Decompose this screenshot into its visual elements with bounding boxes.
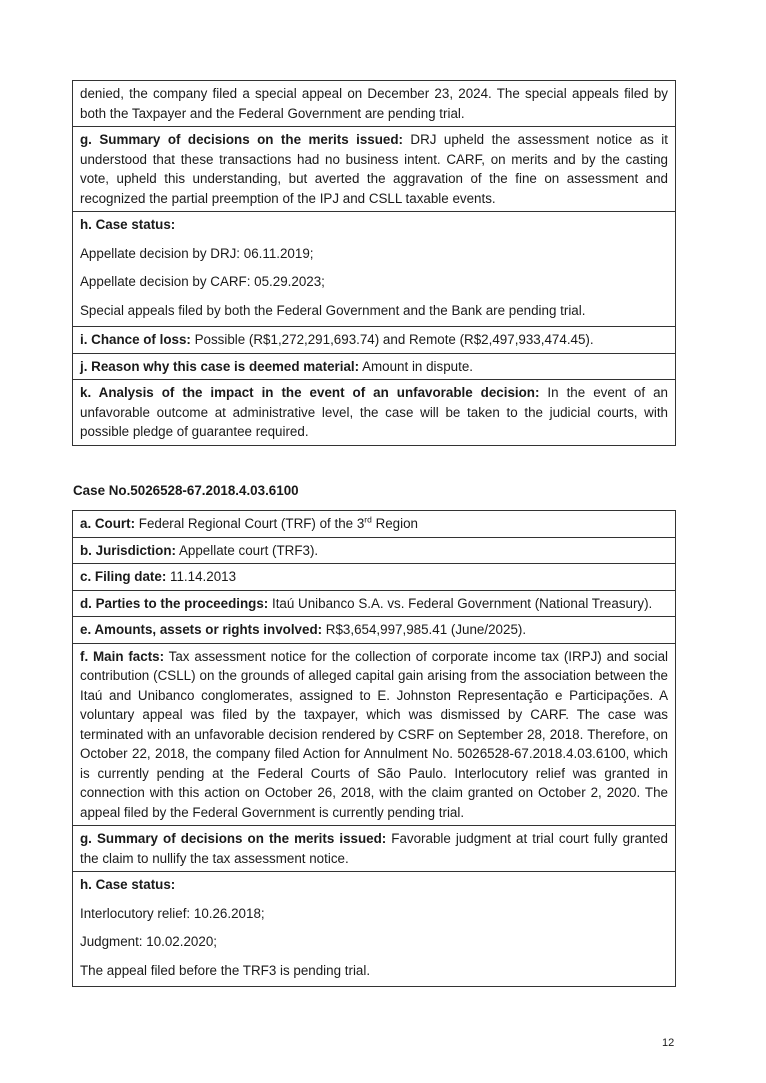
j-text: Amount in dispute. xyxy=(359,358,473,374)
d-label: d. Parties to the proceedings: xyxy=(80,595,269,611)
row-h-case-status xyxy=(73,212,675,327)
row-c-filing-date xyxy=(73,564,675,591)
c-label: c. Filing date: xyxy=(80,569,167,584)
row-e-amounts xyxy=(73,617,675,644)
continuation-text: denied, the company filed a special appeal on December 23, 2024. The special appeals filed by both the Taxpayer and the Federal Government are pending trial. xyxy=(80,86,668,121)
h-status-line: Judgment: 10.02.2020; xyxy=(80,934,217,949)
b-label: b. Jurisdiction: xyxy=(80,542,176,558)
row-f-main-facts xyxy=(73,644,675,827)
row-i-chance-of-loss xyxy=(73,327,675,354)
i-text: Possible (R$1,272,291,693.74) and Remote (R$2,497,933,474.45). xyxy=(190,332,594,347)
f-label: f. Main facts: xyxy=(80,648,165,664)
a-text-end: Region xyxy=(371,516,418,531)
row-g-summary-decisions xyxy=(73,826,675,872)
a-superscript: rd xyxy=(364,514,372,525)
g-label: g. Summary of decisions on the merits issued: xyxy=(80,132,403,147)
k-text: In the event of an unfavorable outcome at administrative level, the case will be taken to the judicial courts, with possible pledge of guarantee required. xyxy=(80,385,668,439)
a-text: Federal Regional Court (TRF) of the 3 xyxy=(135,516,365,531)
e-text: R$3,654,997,985.41 (June/2025). xyxy=(322,622,527,637)
i-label: i. Chance of loss: xyxy=(80,332,191,347)
row-a-court xyxy=(73,511,675,538)
case-table-current xyxy=(72,510,676,987)
g-label: g. Summary of decisions on the merits issued: xyxy=(80,831,387,846)
h-status-line: The appeal filed before the TRF3 is pending trial. xyxy=(80,962,371,978)
h-status-line: Appellate decision by CARF: 05.29.2023; xyxy=(80,274,325,289)
j-label: j. Reason why this case is deemed material: xyxy=(80,358,360,374)
row-h-case-status xyxy=(73,872,675,987)
k-label: k. Analysis of the impact in the event of an unfavorable decision: xyxy=(80,385,540,400)
row-j-reason-material xyxy=(73,354,675,381)
f-text: Tax assessment notice for the collection of corporate income tax (IRPJ) and social contribution (CSLL) on the grounds of alleged capital gain arising from the association between the Itaú and Unibanco conglomerates, assigned to E. Johnston Representação e Participações. A voluntary appeal was filed by the taxpayer, which was dismissed by CARF. The case was terminated with an unfavorable decision rendered by CSRF on September 28, 2018. Therefore, on October 22, 2018, the company filed Action for Annulment No. 5026528-67.2018.4.03.6100, which is currently pending at the Federal Courts of São Paulo. Interlocutory relief was granted in connection with this action on October 26, 2018, with the claim granted on October 2, 2020. The appeal filed by the Federal Government is currently pending trial. xyxy=(80,648,669,820)
h-status-line: Special appeals filed by both the Federal Government and the Bank are pending trial. xyxy=(80,302,586,318)
g-text: Favorable judgment at trial court fully granted the claim to nullify the tax assessment notice. xyxy=(80,831,668,866)
row-d-parties xyxy=(73,591,675,618)
e-label: e. Amounts, assets or rights involved: xyxy=(80,622,323,637)
h-status-line: Appellate decision by DRJ: 06.11.2019; xyxy=(80,245,314,261)
c-text: 11.14.2013 xyxy=(166,569,237,584)
h-label: h. Case status: xyxy=(80,217,176,232)
row-continuation xyxy=(73,81,675,127)
h-label: h. Case status: xyxy=(80,877,176,892)
row-b-jurisdiction xyxy=(73,538,675,565)
d-text: Itaú Unibanco S.A. vs. Federal Government (National Treasury). xyxy=(268,595,653,611)
case-table-previous xyxy=(72,80,676,446)
h-status-line: Interlocutory relief: 10.26.2018; xyxy=(80,905,265,921)
case-title: Case No.5026528-67.2018.4.03.6100 xyxy=(73,483,299,498)
g-text: DRJ upheld the assessment notice as it understood that these transactions had no business intent. CARF, on merits and by the casting vote, upheld this understanding, but averted the aggravation of the fine on assessment and recognized the partial preemption of the IPJ and CSLL taxable events. xyxy=(80,132,668,206)
page-number: 12 xyxy=(662,1037,675,1049)
b-text: Appellate court (TRF3). xyxy=(175,542,319,558)
row-k-impact-analysis xyxy=(73,380,675,446)
row-g-summary-decisions xyxy=(73,127,675,212)
a-label: a. Court: xyxy=(80,516,136,531)
